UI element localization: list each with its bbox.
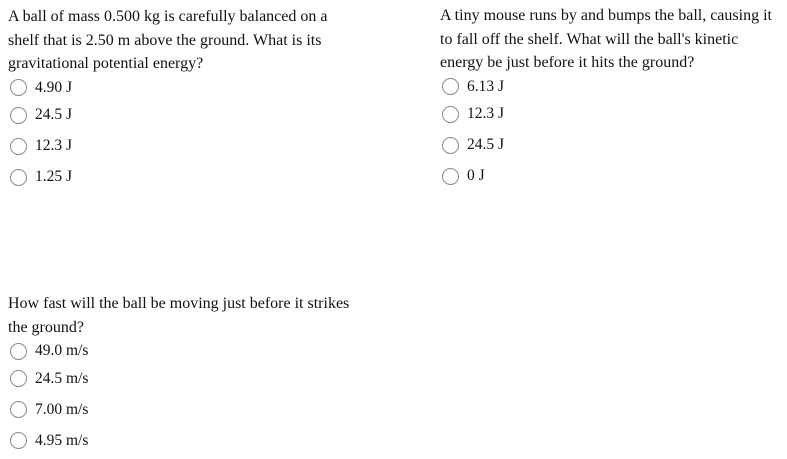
radio-button[interactable] — [442, 168, 459, 185]
radio-button[interactable] — [10, 343, 27, 360]
answer-option[interactable] — [442, 130, 785, 161]
question-potential-energy — [8, 5, 348, 193]
answer-options — [442, 75, 785, 192]
answer-option[interactable] — [10, 100, 348, 131]
answer-option[interactable] — [442, 75, 785, 99]
question-text: A ball of mass 0.500 kg is carefully balanced on a shelf that is 2.50 m above the ground. What is its gravitational potential energy? — [8, 8, 328, 72]
answer-option[interactable] — [10, 162, 348, 193]
answer-options — [10, 339, 368, 456]
answer-option[interactable] — [10, 131, 348, 162]
radio-button[interactable] — [442, 106, 459, 123]
radio-button[interactable] — [10, 401, 27, 418]
radio-button[interactable] — [10, 79, 27, 96]
option-label: 24.5 J — [467, 136, 505, 153]
option-label: 24.5 m/s — [35, 369, 89, 387]
option-label: 49.0 m/s — [35, 342, 89, 359]
option-label: 12.3 J — [467, 105, 505, 122]
answer-option[interactable] — [10, 425, 368, 456]
option-label: 12.3 J — [35, 137, 73, 154]
answer-option[interactable] — [10, 394, 368, 425]
radio-button[interactable] — [10, 169, 27, 186]
answer-option[interactable] — [442, 161, 785, 192]
radio-button[interactable] — [10, 370, 27, 387]
option-label: 4.90 J — [35, 78, 73, 96]
radio-button[interactable] — [442, 78, 459, 95]
answer-option[interactable] — [10, 339, 368, 363]
radio-button[interactable] — [10, 432, 27, 449]
radio-button[interactable] — [442, 137, 459, 154]
option-label: 4.95 m/s — [35, 431, 89, 449]
answer-options — [10, 76, 348, 193]
option-label: 0 J — [467, 167, 485, 184]
option-label: 6.13 J — [467, 77, 505, 95]
option-label: 1.25 J — [35, 168, 73, 185]
question-text: How fast will the ball be moving just before it strikes the ground? — [8, 295, 350, 336]
radio-button[interactable] — [10, 107, 27, 124]
answer-option[interactable] — [10, 76, 348, 100]
answer-option[interactable] — [10, 363, 368, 394]
answer-option[interactable] — [442, 99, 785, 130]
question-text: A tiny mouse runs by and bumps the ball, causing it to fall off the shelf. What will the ball's kinetic energy be just before it hits the ground? — [440, 7, 772, 71]
question-kinetic-energy — [440, 4, 785, 192]
option-label: 24.5 J — [35, 106, 73, 123]
option-label: 7.00 m/s — [35, 400, 89, 418]
radio-button[interactable] — [10, 138, 27, 155]
question-impact-speed — [8, 292, 368, 456]
